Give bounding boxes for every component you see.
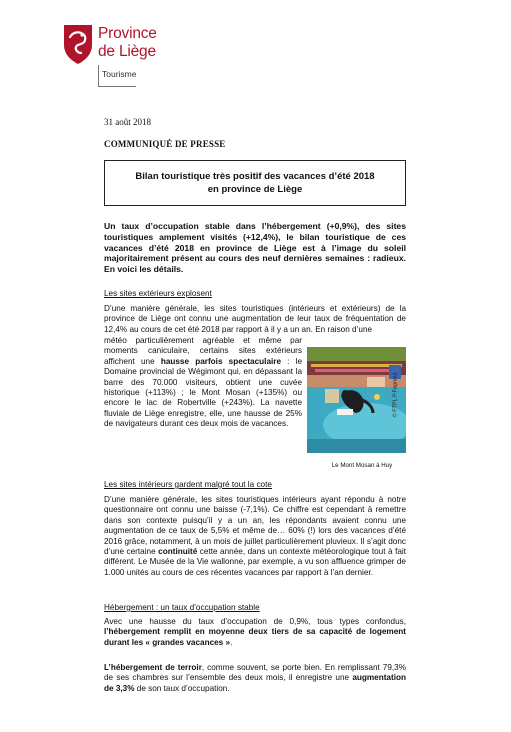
photo-credit-text: © FTPL P.Fagnoul	[392, 372, 399, 418]
title-line1: Bilan touristique très positif des vacances d’été 2018	[135, 171, 375, 182]
logo-divider-horizontal	[98, 86, 136, 87]
accommodation-text-c: .	[230, 637, 233, 647]
accommodation-text-a: Avec une hausse du taux d’occupation de 0,9%, tous types confondus,	[104, 617, 406, 626]
indoor-text-a: D’une manière générale, les sites touristiques intérieurs ayant répondu à notre questionnaire ont connu une baisse (-7,1%). Ce chiffre est cependant à remettre dans son contexte puisqu’il y a un an, les répondants avaient connu une augmentation de ce taux de 5,5% et même de… 60% (!) lors des vacances d’été 2016 grâce, notamment, à un mois de juillet particulièrement pluvieux. Il s’agit donc d’une certaine	[104, 495, 406, 557]
province-crest-icon	[62, 23, 94, 65]
logo-text-line1: Province	[98, 25, 157, 42]
logo-divider	[98, 65, 99, 87]
section-heading-indoor: Les sites intérieurs gardent malgré tout la cote	[104, 480, 272, 489]
outdoor-paragraph-1: D’une manière générale, les sites touristiques (intérieurs et extérieurs) de la province de Liège ont connu une augmentation de leur taux de fréquentation de 12,4% au cours de cet été 2018 par rapport à il y a un an. En raison d’une	[104, 304, 406, 334]
terroir-highlight: L’hébergement de terroir	[104, 663, 202, 672]
release-date: 31 août 2018	[104, 117, 151, 127]
photo-caption: Le Mont Mosan à Huy	[331, 462, 393, 469]
outdoor-paragraph-2	[104, 336, 302, 430]
province-logo	[62, 23, 182, 85]
photo-credit	[392, 350, 419, 450]
logo-subtitle: Tourisme	[102, 69, 137, 79]
lead-paragraph: Un taux d’occupation stable dans l’hébergement (+0,9%), des sites touristiques amplement visités (+12,4%), le bilan touristique de ces vacances d’été 2018 en province de Liège est à l’image du soleil majoritairement présent au cours des neuf dernières semaines : radieux. En voici les détails.	[104, 221, 406, 275]
accommodation-highlight: l’hébergement remplit en moyenne deux tiers de sa capacité de logement durant les « grandes vacances »	[104, 627, 406, 647]
logo-text-line2: de Liège	[98, 43, 156, 60]
indoor-paragraph	[104, 495, 406, 578]
mont-mosan-photo	[307, 347, 406, 453]
title-line2: en province de Liège	[207, 184, 303, 195]
outdoor-text-c: : le Domaine provincial de Wégimont qui, en dépassant la barre des 70.000 visiteurs, obtient une cuvée historique (+113%) ; le Mont Mosan (+135%) ou encore le lac de Robertville (+243%). La navette fluviale de Liège enregistre, elle, une hausse de 25% de navigateurs durant ces deux mois de vacances.	[104, 356, 303, 429]
terroir-increase: augmentation de 3,3%	[104, 673, 406, 693]
indoor-text-c: cette année, dans un contexte météorologique tout à fait différent. Le Musée de la Vie wallonne, par exemple, a vu son affluence grimper de 1.000 unités au cours de ces récentes vacances par rapport à l’an dernier.	[104, 547, 406, 577]
press-release-label: COMMUNIQUÉ DE PRESSE	[104, 139, 226, 149]
outdoor-highlight: hausse parfois spectaculaire	[160, 356, 282, 366]
accommodation-paragraph-1	[104, 617, 406, 648]
indoor-highlight: continuité	[158, 547, 198, 557]
accommodation-paragraph-2	[104, 663, 406, 694]
section-heading-accommodation: Hébergement : un taux d’occupation stable	[104, 603, 260, 612]
terroir-text-d: de son taux d’occupation.	[134, 683, 230, 693]
terroir-text-b: , comme souvent, se porte bien. En remplissant 79,3% de ses chambres sur l’ensemble des deux mois, il enregistre une	[104, 663, 406, 683]
outdoor-text-a: météo particulièrement agréable et même par moments caniculaire, certains sites extérieurs affichent une	[104, 336, 302, 366]
title-box	[104, 160, 406, 206]
section-heading-outdoor: Les sites extérieurs explosent	[104, 289, 212, 298]
